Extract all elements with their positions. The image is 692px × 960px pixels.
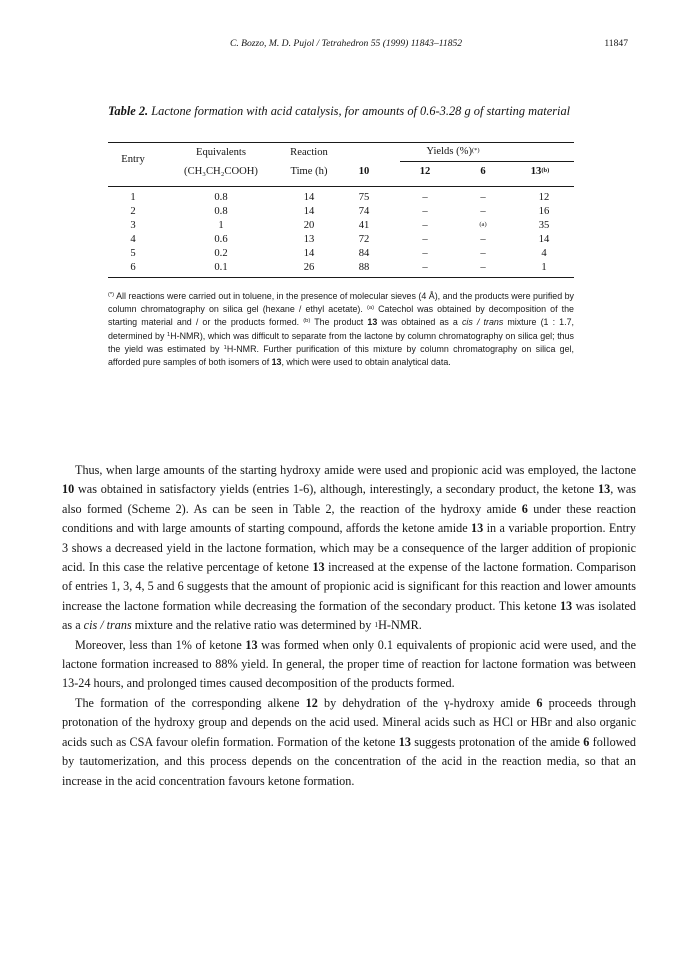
- footnote-text: All reactions were carried out in toluene, in the presence of molecular sieves (4 Å), and the products were purified by column chromatography on silica gel (hexane / ethyl acetate).: [108, 291, 574, 315]
- cell-time: 14: [303, 206, 315, 217]
- compound-ref: 13: [245, 637, 258, 652]
- cell-yield-6-mark: (a): [479, 221, 487, 228]
- header-equivalents: Equivalents: [195, 147, 246, 158]
- cell-yield-13: 12: [538, 192, 550, 203]
- paragraph-text: under these reaction conditions and with large amounts of starting compound, affords the ketone amide: [62, 501, 636, 536]
- cell-yield-13: 1: [541, 262, 547, 273]
- cell-yield-6-value: –: [480, 248, 486, 259]
- running-head: [0, 38, 692, 52]
- cell-yield-12: –: [422, 220, 428, 231]
- paragraph-text: was obtained in satisfactory yields (entries 1-6), although, interestingly, a secondary product, the ketone: [74, 482, 598, 497]
- cell-entry: 3: [130, 220, 136, 231]
- cell-yield-6: [466, 262, 500, 274]
- header-col-10: 10: [358, 166, 370, 177]
- compound-ref: 10: [62, 482, 75, 497]
- paragraph-text: Thus, when large amounts of the starting hydroxy amide were used and propionic acid was employed, the lactone: [75, 463, 636, 477]
- page-number: 11847: [604, 38, 628, 49]
- paragraph-text: was isolated as a: [62, 598, 636, 633]
- cell-yield-13: 14: [538, 234, 550, 245]
- table-row: [108, 192, 574, 206]
- cell-equivalents: 0.8: [214, 192, 228, 203]
- table-header-rule: [108, 186, 574, 187]
- nmr-superscript: 1: [223, 344, 227, 351]
- table-caption-label: Table 2.: [108, 104, 149, 118]
- table-footnote: [108, 290, 574, 369]
- footnote-text: H-NMR. Further purification of this mixture by column chromatography on silica gel, afforded pure samples of both isomers of: [108, 343, 574, 368]
- yields-subrule: [400, 161, 574, 162]
- cell-yield-6-value: –: [480, 206, 486, 217]
- cell-yield-12: –: [422, 234, 428, 245]
- paragraph-text: by dehydration of the γ-hydroxy amide: [317, 695, 537, 710]
- cell-yield-10: 41: [358, 220, 370, 231]
- compound-ref: 6: [583, 734, 590, 749]
- cell-time: 26: [303, 262, 315, 273]
- cell-yield-13: 16: [538, 206, 550, 217]
- cell-yield-6: [466, 248, 500, 260]
- paragraph-text: was formed when only 0.1 equivalents of propionic acid were used, and the lactone formation increased to 88% yield. In general, the proper time of reaction for lactone formation was between 13-24 hours, and prolonged times caused decomposition of the products formed.: [62, 637, 636, 691]
- compound-ref: 6: [536, 695, 543, 710]
- cell-equivalents: 0.8: [214, 206, 228, 217]
- cell-entry: 5: [130, 248, 136, 259]
- cell-yield-13: 35: [538, 220, 550, 231]
- body-text: [62, 461, 636, 791]
- table-top-rule: [108, 142, 574, 143]
- paragraph-text: in a variable proportion. Entry 3 shows a decreased yield in the lactone formation, which may be a consequence of the larger addition of propionic acid. In this case the relative percentage of ketone: [62, 521, 636, 575]
- nmr-superscript: 1: [374, 620, 379, 630]
- compound-ref: 13: [559, 598, 573, 613]
- paragraph-text: suggests protonation of the amide: [410, 734, 584, 749]
- table-caption-text: Lactone formation with acid catalysis, for amounts of 0.6-3.28 g of starting material: [148, 104, 571, 118]
- cell-equivalents: 0.6: [214, 234, 228, 245]
- cell-yield-6: [466, 206, 500, 218]
- paragraph-text: increased at the expense of the lactone formation. Comparison of entries 1, 3, 4, 5 and 6 suggests that the amount of propionic acid is significant for this reaction and lower amounts increase the lactone formation while decreasing the formation of the secondary product. This ketone: [62, 560, 636, 613]
- cell-yield-6-value: –: [480, 262, 486, 273]
- cell-time: 13: [303, 234, 315, 245]
- table-row: [108, 206, 574, 220]
- table-row: [108, 234, 574, 248]
- cell-yield-6: [466, 234, 500, 246]
- cell-yield-12: –: [422, 248, 428, 259]
- header-col-12: 12: [419, 166, 431, 177]
- cell-yield-6-value: –: [480, 234, 486, 245]
- cell-entry: 4: [130, 234, 136, 245]
- paragraph-text: Moreover, less than 1% of ketone: [75, 637, 246, 652]
- cell-yield-6-value: –: [480, 192, 486, 203]
- header-reaction: Reaction: [290, 147, 328, 158]
- cell-yield-13: 4: [541, 248, 547, 259]
- cell-yield-12: –: [422, 192, 428, 203]
- footnote-text: Catechol was obtained by decomposition of the starting material and / or the products formed.: [108, 304, 574, 328]
- cell-yield-12: –: [422, 262, 428, 273]
- footnote-italic: cis / trans: [461, 317, 504, 328]
- nmr-superscript: 1: [167, 331, 171, 338]
- table-row: [108, 248, 574, 262]
- cell-yield-10: 84: [358, 248, 370, 259]
- compound-ref: 13: [367, 317, 378, 328]
- cell-yield-6: [466, 192, 500, 204]
- cell-time: 14: [303, 192, 315, 203]
- table-caption: [108, 104, 578, 120]
- cell-equivalents: 1: [218, 220, 224, 231]
- compound-ref: 12: [305, 695, 318, 710]
- table-bottom-rule: [108, 277, 574, 278]
- footnote-text: The product: [310, 317, 368, 328]
- cell-entry: 2: [130, 206, 136, 217]
- cell-yield-6: [466, 220, 500, 232]
- compound-ref: 13: [271, 357, 282, 368]
- paragraph-2: [62, 636, 636, 694]
- footnote-text: , which were used to obtain analytical data.: [281, 357, 451, 368]
- footnote-text: mixture (1 : 1.7, determined by: [108, 317, 574, 341]
- cell-entry: 1: [130, 192, 136, 203]
- compound-ref: 6: [521, 501, 528, 516]
- paragraph-1: [62, 461, 636, 636]
- running-title: C. Bozzo, M. D. Pujol / Tetrahedron 55 (1999) 11843–11852: [229, 38, 463, 49]
- footnote-mark-b: (b): [303, 318, 311, 325]
- paragraph-italic: cis / trans: [83, 618, 132, 633]
- header-time: Time (h): [290, 166, 328, 177]
- paragraph-3: [62, 694, 636, 791]
- footnote-text: H-NMR), which was difficult to separate from the lactone by column chromatography on silica gel; thus the yield was estimated by: [108, 330, 574, 354]
- compound-ref: 13: [598, 482, 611, 497]
- cell-equivalents: 0.2: [214, 248, 228, 259]
- table-row: [108, 262, 574, 276]
- footnote-text: was obtained as a: [377, 317, 462, 328]
- cell-yield-10: 72: [358, 234, 370, 245]
- header-yields: [408, 146, 498, 158]
- cell-yield-10: 75: [358, 192, 370, 203]
- cell-yield-10: 88: [358, 262, 370, 273]
- header-equivalents-formula: (CH₃CH₂COOH): [184, 166, 258, 177]
- paragraph-text: H-NMR.: [378, 618, 422, 633]
- cell-yield-12: –: [422, 206, 428, 217]
- paragraph-text: followed by tautomerization, and this process depends on the concentration of the acid in the reaction media, so that an increase in the acid concentration favours ketone formation.: [62, 734, 636, 788]
- paragraph-text: mixture and the relative ratio was determined by: [131, 618, 375, 633]
- cell-equivalents: 0.1: [214, 262, 228, 273]
- cell-time: 14: [303, 248, 315, 259]
- footnote-mark-a: (a): [366, 305, 375, 312]
- header-col-13: [520, 166, 560, 178]
- header-col-6: 6: [480, 166, 486, 177]
- compound-ref: 13: [312, 560, 325, 575]
- compound-ref: 13: [471, 521, 484, 536]
- header-entry: Entry: [121, 154, 145, 165]
- cell-entry: 6: [130, 262, 136, 273]
- header-col-13-mark: (b): [541, 167, 550, 174]
- header-col-13-label: 13: [530, 166, 542, 177]
- header-yields-label: Yields (%): [426, 146, 472, 157]
- paragraph-text: proceeds through protonation of the hydroxy group and depends on the acid used. Mineral acids such as HCl or HBr and also organic acids such as CSA favour olefin formation. Formation of the ketone: [62, 695, 636, 749]
- table-row: [108, 220, 574, 234]
- cell-yield-10: 74: [358, 206, 370, 217]
- compound-ref: 13: [398, 734, 411, 749]
- header-yields-mark: (*): [472, 147, 480, 154]
- cell-time: 20: [303, 220, 315, 231]
- footnote-mark-star: (*): [108, 292, 115, 298]
- paragraph-text: The formation of the corresponding alkene: [75, 695, 306, 710]
- paragraph-text: , was also formed (Scheme 2). As can be seen in Table 2, the reaction of the hydroxy amide: [62, 482, 636, 516]
